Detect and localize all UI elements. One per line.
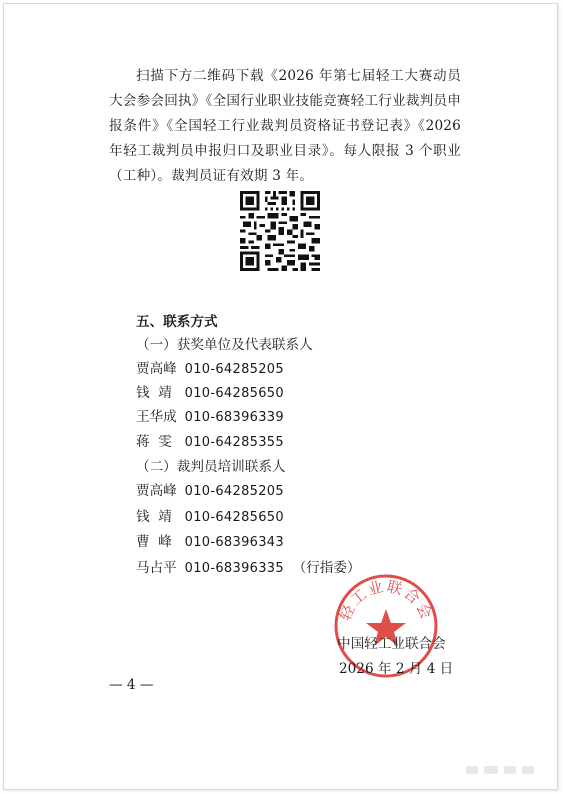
intro-paragraph: 扫描下方二维码下载《2026 年第七届轻工大赛动员大会参会回执》《全国行业职业技能竞赛轻工行业裁判员申报条件》《全国轻工行业裁判员资格证书登记表》《2026 年轻工裁判员申报归口及职业目录》。每人限报 3 个职业（工种）。裁判员证有效期 3 年。 <box>109 68 461 184</box>
qr-code-icon <box>240 191 320 271</box>
contact-row <box>136 430 284 455</box>
contact-row <box>136 556 361 581</box>
section-title-contact: 五、联系方式 <box>136 314 218 330</box>
contact-row <box>136 357 284 382</box>
contact-name: 贾高峰 <box>136 483 177 499</box>
contact-phone: 010-68396339 <box>184 410 284 425</box>
issuing-organization: 中国轻工业联合会 <box>337 636 446 652</box>
contact-phone: 010-64285355 <box>184 435 284 450</box>
contact-name: 钱 靖 <box>136 385 172 401</box>
group2-title: （二）裁判员培训联系人 <box>136 459 286 475</box>
contact-row <box>136 405 284 430</box>
contact-phone: 010-64285205 <box>184 484 284 499</box>
contact-phone: 010-64285650 <box>184 510 284 525</box>
contact-name: 曹 峰 <box>136 534 172 550</box>
contact-name: 钱 靖 <box>136 509 172 525</box>
contact-name: 马占平 <box>136 560 177 576</box>
contact-row <box>136 530 284 555</box>
contact-row <box>136 381 284 406</box>
page-number: — 4 — <box>109 677 154 693</box>
contact-phone: 010-64285650 <box>184 386 284 401</box>
issue-date: 2026 年 2 月 4 日 <box>339 661 454 677</box>
contact-name: 蒋 雯 <box>136 434 172 450</box>
svg-text:轻工业联合会: 轻工业联合会 <box>335 577 437 624</box>
contact-phone: 010-68396335 <box>184 561 284 576</box>
contact-row <box>136 479 284 504</box>
group1-title: （一）获奖单位及代表联系人 <box>136 337 313 353</box>
contact-name: 王华成 <box>136 409 177 425</box>
contact-row <box>136 505 284 530</box>
watermark-icon <box>466 763 536 777</box>
contact-name: 贾高峰 <box>136 361 177 377</box>
contact-phone: 010-64285205 <box>184 362 284 377</box>
contact-note: （行指委） <box>292 560 361 576</box>
contact-phone: 010-68396343 <box>184 535 284 550</box>
